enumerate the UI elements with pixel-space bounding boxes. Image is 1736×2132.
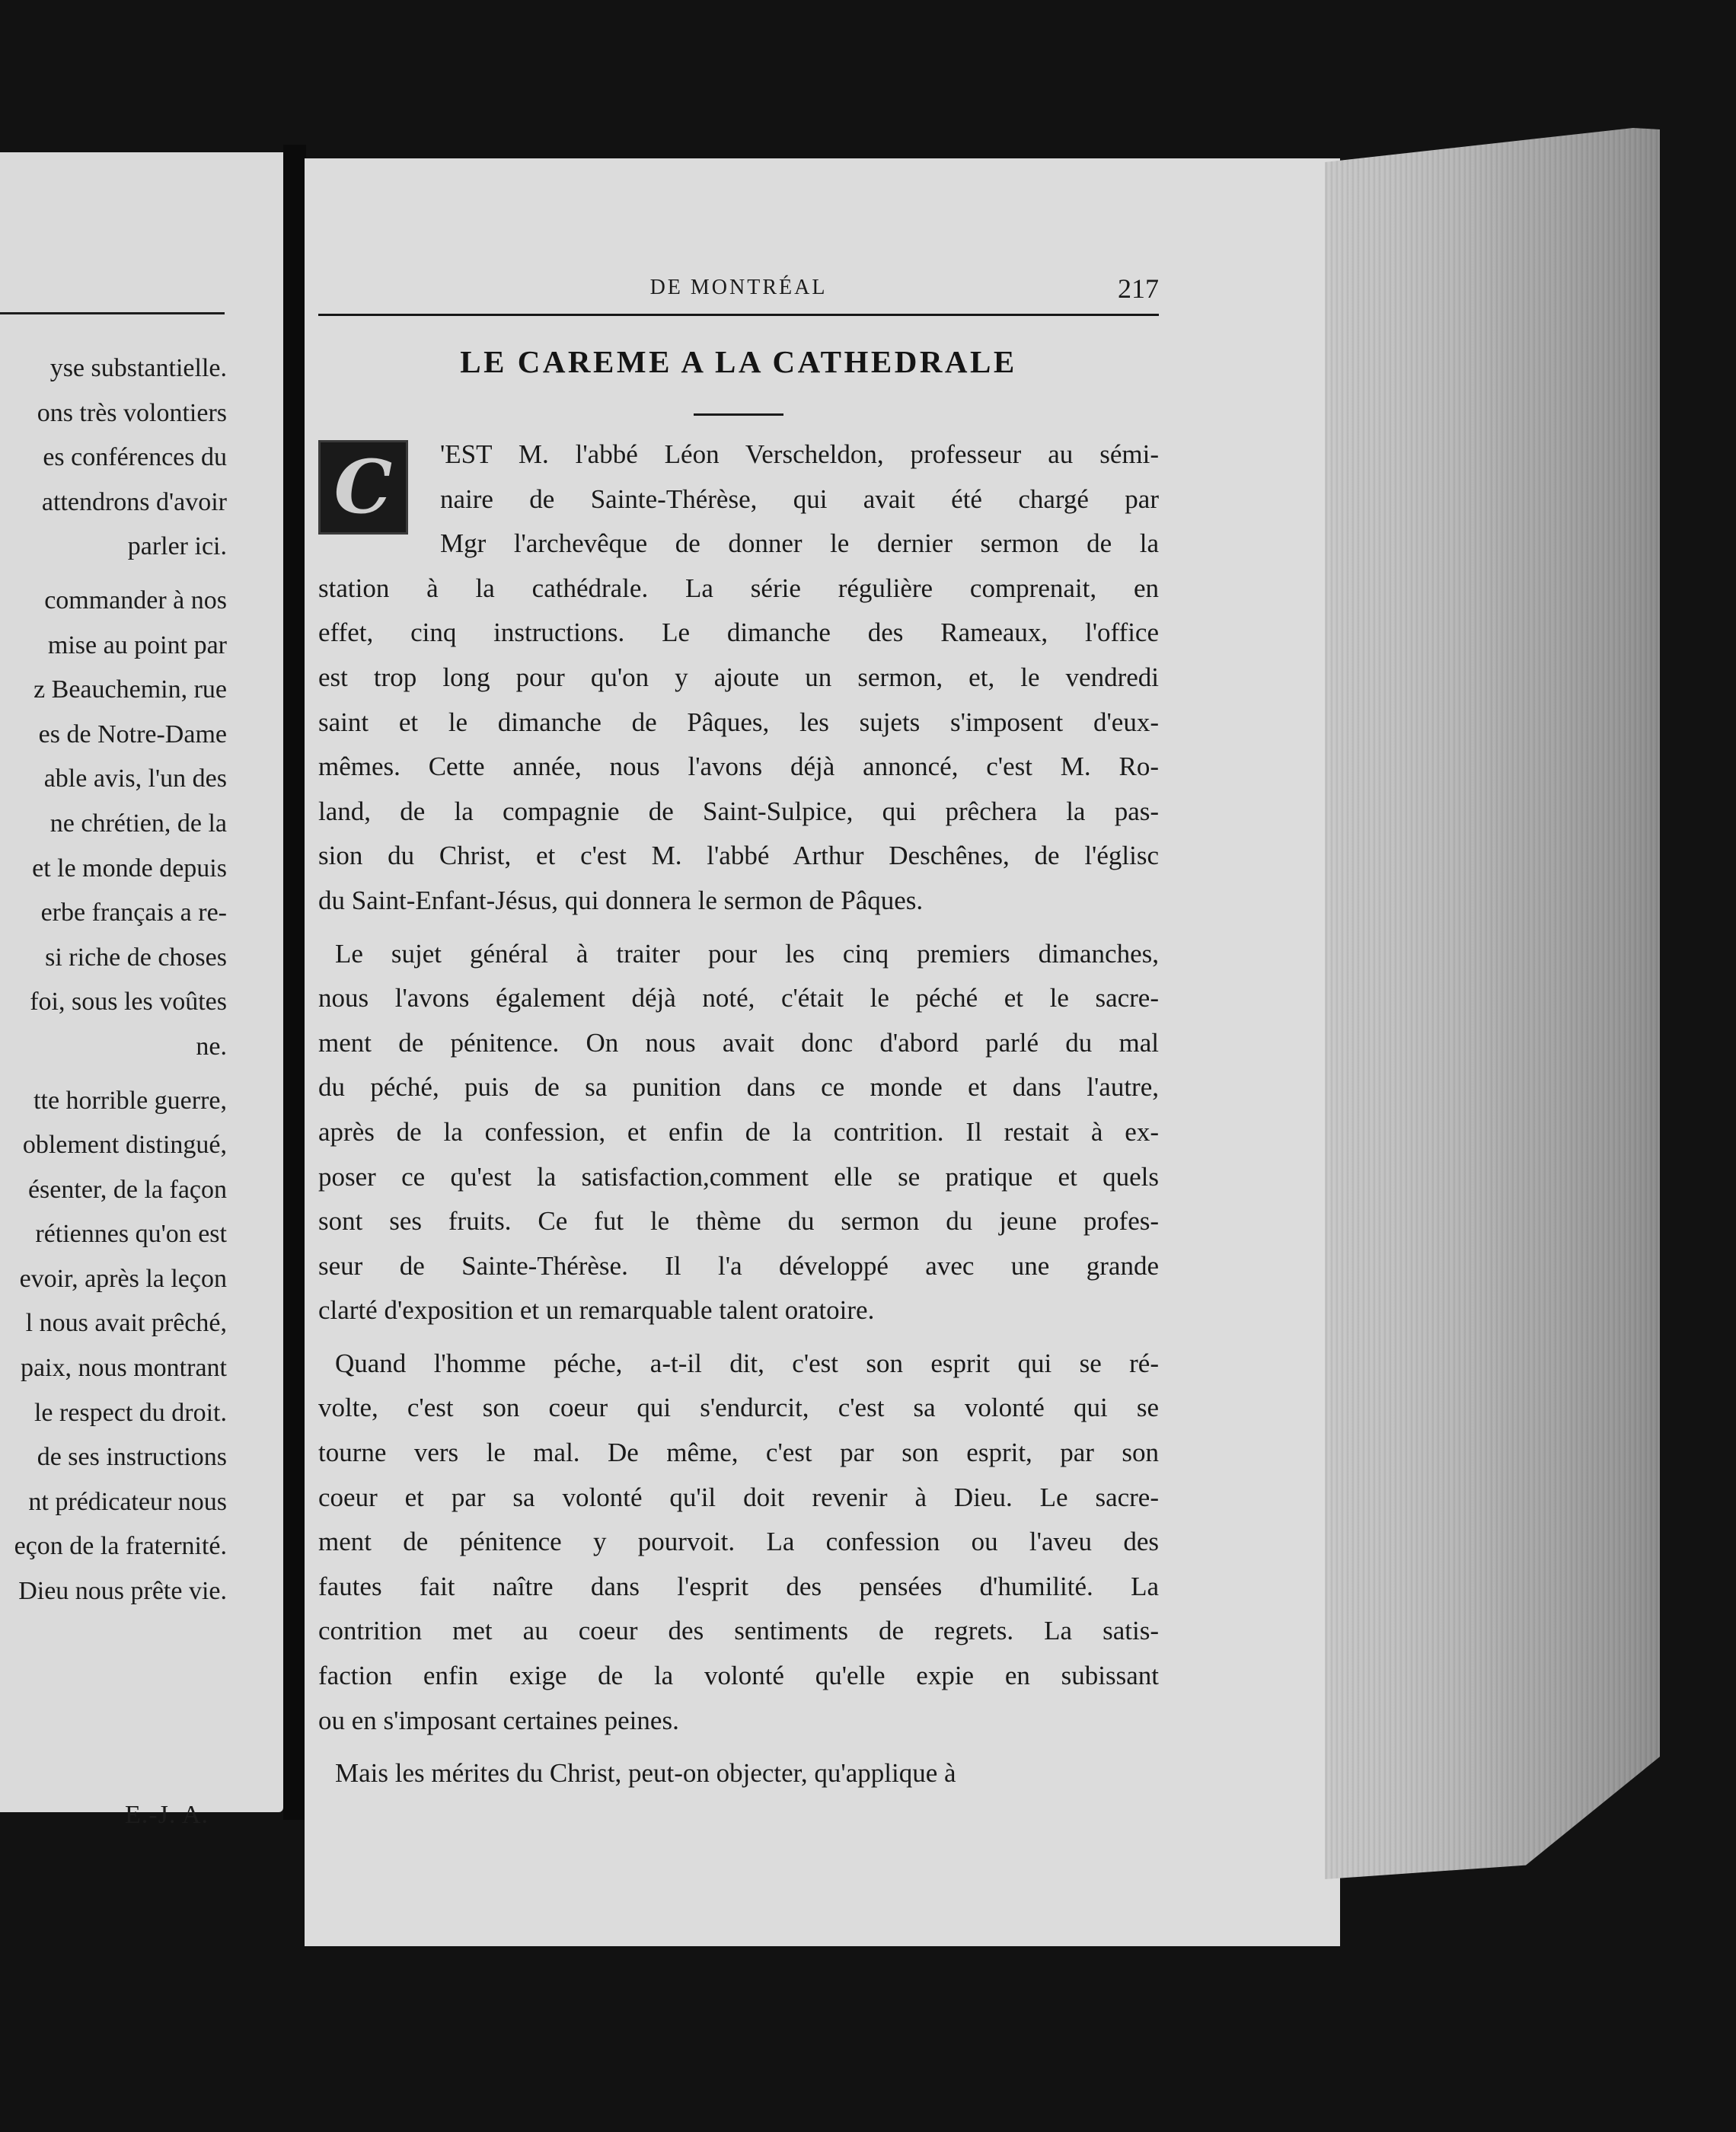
text-line: land, de la compagnie de Saint-Sulpice, qui prêchera la pas- [318,796,1159,826]
text-line: seur de Sainte-Thérèse. Il l'a développé avec une grande [318,1250,1159,1281]
left-text-line: evoir, après la leçon [19,1264,227,1293]
text-line: saint et le dimanche de Pâques, les sujets s'imposent d'eux- [318,707,1159,737]
text-line: effet, cinq instructions. Le dimanche des Rameaux, l'office [318,618,1159,648]
text-line: ou en s'imposant certaines peines. [318,1705,679,1735]
text-line: poser ce qu'est la satisfaction,comment elle se pratique et quels [318,1161,1159,1192]
left-text-line: ne chrétien, de la [49,809,227,838]
text-line: du péché, puis de sa punition dans ce monde et dans l'autre, [318,1072,1159,1103]
header-rule [318,314,1159,316]
left-text-line: le respect du droit. [34,1398,227,1427]
left-text-line: ésenter, de la façon [27,1175,227,1204]
text-line: ment de pénitence y pourvoit. La confession ou l'aveu des [318,1527,1159,1557]
text-line: sont ses fruits. Ce fut le thème du sermon du jeune profes- [318,1206,1159,1237]
left-text-line: rétiennes qu'on est [35,1220,227,1249]
left-text-line: able avis, l'un des [43,764,227,793]
left-page [0,152,283,1829]
left-text-line: oblement distingué, [22,1131,227,1160]
drop-cap-letter: C [333,444,393,530]
text-line: ment de pénitence. On nous avait donc d'abord parlé du mal [318,1027,1159,1058]
paragraph [318,1342,1159,1743]
text-line: fautes fait naître dans l'esprit des pensées d'humilité. La [318,1571,1159,1601]
text-line: station à la cathédrale. La série régulière comprenait, en [318,573,1159,603]
left-text-line: es conférences du [43,443,227,472]
left-text-line: Dieu nous prête vie. [18,1577,227,1606]
left-text-line: parler ici. [127,532,227,561]
left-header-rule [0,312,225,314]
page-text-block [318,273,1159,1796]
text-line: coeur et par sa volonté qu'il doit revenir à Dieu. Le sacre- [318,1482,1159,1512]
text-line: est trop long pour qu'on y ajoute un sermon, et, le vendredi [318,662,1159,692]
left-text-line: es de Notre-Dame [38,720,227,748]
left-text-line: erbe français a re- [40,898,227,927]
left-text-line: commander à nos [44,586,227,614]
right-page [305,158,1340,1946]
left-text-line: eçon de la fraternité. [14,1532,227,1561]
left-page-signature: E.-J. A. [125,1801,209,1829]
text-line: 'EST M. l'abbé Léon Verscheldon, professeur au sémi- [440,439,1159,469]
text-line: clarté d'exposition et un remarquable talent oratoire. [318,1295,875,1326]
drop-cap-initial [318,440,408,535]
text-line: volte, c'est son coeur qui s'endurcit, c'est sa volonté qui se [318,1393,1159,1423]
text-line: Quand l'homme péche, a-t-il dit, c'est son esprit qui se ré- [335,1348,1159,1378]
article-body [318,432,1159,1796]
left-text-line: paix, nous montrant [20,1354,227,1383]
text-line: faction enfin exige de la volonté qu'elle expie en subissant [318,1661,1159,1691]
left-text-line: mise au point par [47,630,227,659]
left-text-line: l nous avait prêché, [25,1309,227,1338]
text-line: Le sujet général à traiter pour les cinq premiers dimanches, [335,938,1159,969]
left-text-line: yse substantielle. [49,354,227,382]
paragraph [318,432,1159,924]
left-text-line: attendrons d'avoir [41,487,227,516]
page-number: 217 [1118,273,1159,304]
left-text-line: et le monde depuis [32,854,227,882]
text-line: Mais les mérites du Christ, peut-on objecter, qu'applique à [335,1758,956,1789]
left-text-line: nt prédicateur nous [28,1487,227,1516]
left-text-line: de ses instructions [37,1443,227,1472]
paragraph [318,932,1159,1333]
running-head [318,273,1159,312]
text-line: contrition met au coeur des sentiments de regrets. La satis- [318,1616,1159,1646]
left-text-line: foi, sous les voûtes [30,988,227,1017]
text-line: mêmes. Cette année, nous l'avons déjà annoncé, c'est M. Ro- [318,752,1159,782]
text-line: nous l'avons également déjà noté, c'était le péché et le sacre- [318,983,1159,1013]
book-fore-edge [1325,128,1660,1879]
left-page-text [0,346,227,1614]
running-title: DE MONTRÉAL [649,276,828,299]
left-text-line: z Beauchemin, rue [34,675,227,704]
title-rule [694,413,783,416]
article-title: LE CAREME A LA CATHEDRALE [460,344,1017,379]
paragraph [318,1751,1159,1796]
text-line: naire de Sainte-Thérèse, qui avait été chargé par [440,484,1159,514]
text-line: du Saint-Enfant-Jésus, qui donnera le sermon de Pâques. [318,885,924,915]
text-line: Mgr l'archevêque de donner le dernier sermon de la [440,528,1159,559]
left-text-line: ons très volontiers [37,398,227,427]
left-text-line: ne. [196,1032,227,1061]
text-line: sion du Christ, et c'est M. l'abbé Arthur Deschênes, de l'églisc [318,841,1159,871]
left-text-line: si riche de choses [45,943,227,972]
book-gutter [283,145,306,1820]
text-line: tourne vers le mal. De même, c'est par son esprit, par son [318,1438,1159,1468]
left-text-line: tte horrible guerre, [34,1086,227,1115]
text-line: après de la confession, et enfin de la contrition. Il restait à ex- [318,1116,1159,1147]
